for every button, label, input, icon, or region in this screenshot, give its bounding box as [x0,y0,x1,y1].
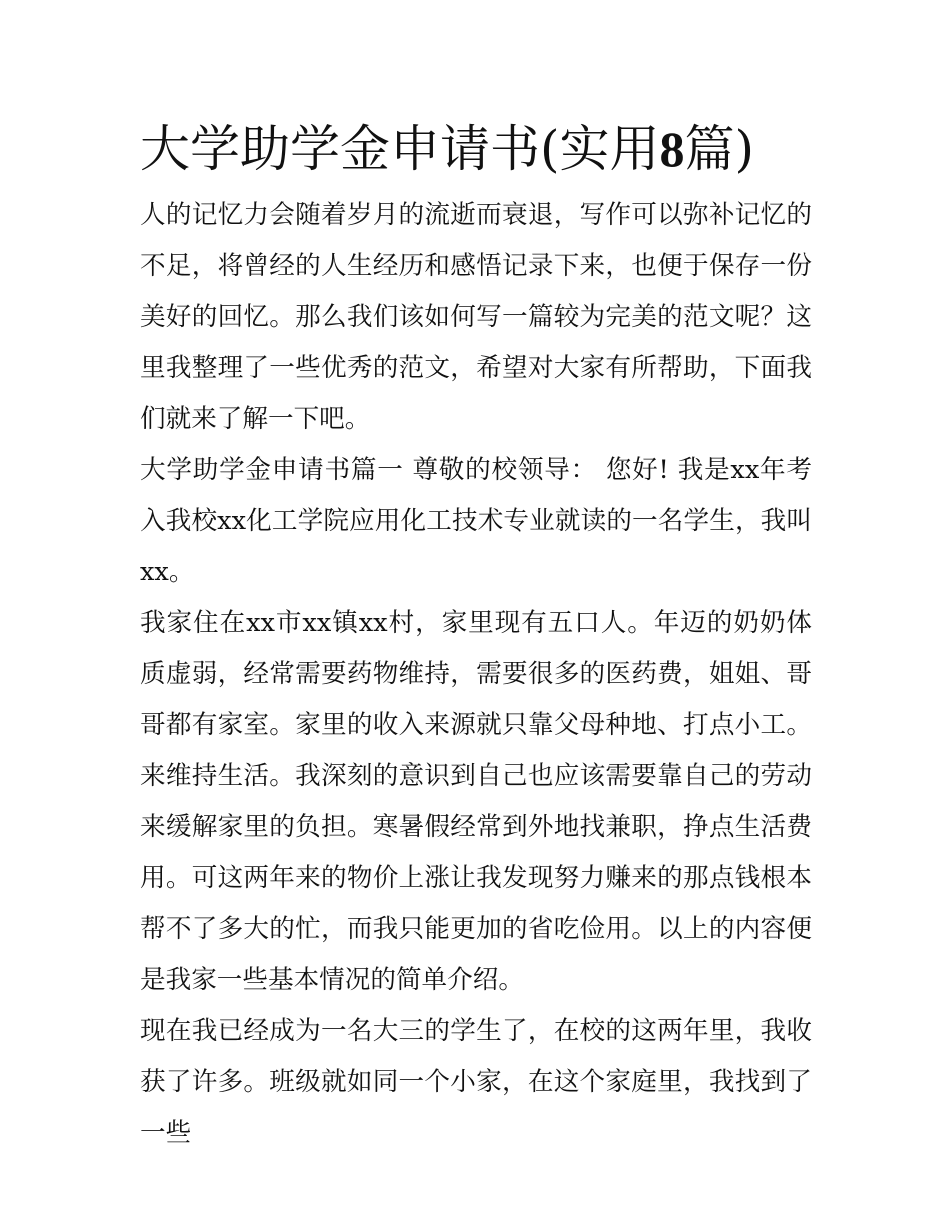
title-text-part2: 篇) [684,120,755,178]
title-number: 8 [659,121,685,177]
title-text-part1: 大学助学金申请书(实用 [140,120,660,178]
document-title [140,116,812,182]
document-page [140,116,812,1159]
family-situation-paragraph: 我家住在xx市xx镇xx村，家里现有五口人。年迈的奶奶体质虚弱，经常需要药物维持，需要很多的医药费，姐姐、哥哥都有家室。家里的收入来源就只靠父母种地、打点小工。来维持生活。我深刻的意识到自己也应该需要靠自己的劳动来缓解家里的负担。寒暑假经常到外地找兼职，挣点生活费用。可这两年来的物价上涨让我发现努力赚来的那点钱根本帮不了多大的忙，而我只能更加的省吃俭用。以上的内容便是我家一些基本情况的简单介绍。 [140,608,812,995]
school-life-paragraph: 现在我已经成为一名大三的学生了，在校的这两年里，我收获了许多。班级就如同一个小家，在这个家庭里，我找到了一些 [140,1016,812,1148]
salutation-paragraph: 大学助学金申请书篇一 尊敬的校领导： 您好! 我是xx年考入我校xx化工学院应用化工技术专业就读的一名学生，我叫xx。 [140,455,812,587]
intro-paragraph: 人的记忆力会随着岁月的流逝而衰退，写作可以弥补记忆的不足，将曾经的人生经历和感悟记录下来，也便于保存一份美好的回忆。那么我们该如何写一篇较为完美的范文呢？这里我整理了一些优秀的范文，希望对大家有所帮助，下面我们就来了解一下吧。 [140,200,812,434]
